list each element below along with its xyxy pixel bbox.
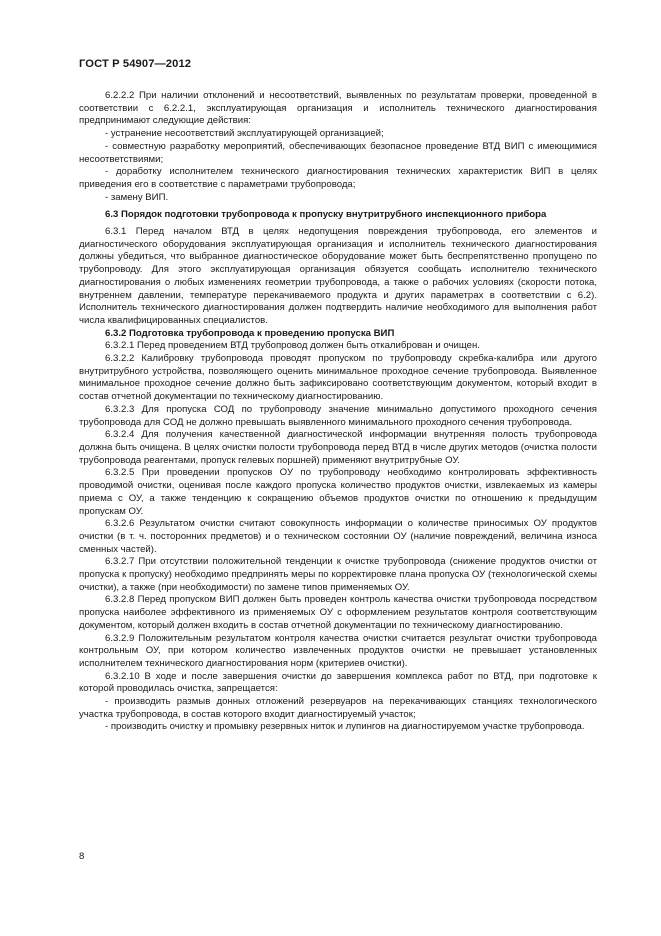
paragraph-6-3-2-4: 6.3.2.4 Для получения качественной диагностической информации внутренняя полость трубопровода должна быть очищена. В целях очистки полости трубопровода перед ВТД в числе других методов (очистка полости трубопровода реагентами, пропуск гелевых поршней) применяют внутритрубные ОУ. xyxy=(79,429,597,466)
paragraph-6-3-2-10: 6.3.2.10 В ходе и после завершения очистки до завершения комплекса работ по ВТД, при подготовке к которой проводилась очистка, запрещается: xyxy=(79,670,597,695)
list-item: - производить очистку и промывку резервных ниток и лупингов на диагностируемом участке трубопровода. xyxy=(105,721,585,733)
section-heading-6-3: 6.3 Порядок подготовки трубопровода к пропуску внутритрубного инспекционного прибора xyxy=(105,209,547,221)
subsection-heading-6-3-2: 6.3.2 Подготовка трубопровода к проведению пропуска ВИП xyxy=(105,327,395,339)
paragraph-6-2-2-2: 6.2.2.2 При наличии отклонений и несоответствий, выявленных по результатам проверки, проведенной в соответствии с 6.2.2.1, эксплуатирующая организация и исполнитель технического диагностирования предпринимают следующие действия: xyxy=(79,90,597,127)
paragraph-6-3-2-3: 6.3.2.3 Для пропуска СОД по трубопроводу значение минимально допустимого проходного сечения трубопровода для СОД не должно превышать выявленного минимального проходного сечения трубопровода. xyxy=(79,403,597,428)
paragraph-6-3-2-8: 6.3.2.8 Перед пропуском ВИП должен быть проведен контроль качества очистки трубопровода посредством пропуска наиболее эффективного из применяемых ОУ с оформлением результатов контроля соответствующим документом, который должен входить в состав отчетной документации по техническому диагностированию. xyxy=(79,594,597,631)
paragraph-6-3-1: 6.3.1 Перед началом ВТД в целях недопущения повреждения трубопровода, его элементов и диагностического оборудования эксплуатирующая организация и исполнитель технического диагностирования должны убедиться, что выбранное диагностическое оборудование может быть беспрепятственно пропущено по трубопроводу. Для этого эксплуатирующая организация обязуется сообщать исполнителю технического диагностирования о любых изменениях геометрии трубопровода, а также о рабочих условиях (скорости потока, внутреннем давлении, температуре перекачиваемого продукта и других параметрах в соответствии с 6.2). Исполнитель технического диагностирования должен подтвердить наличие необходимого для выполнения работ числа квалифицированных специалистов. xyxy=(79,226,597,326)
paragraph-6-3-2-1: 6.3.2.1 Перед проведением ВТД трубопровод должен быть откалиброван и очищен. xyxy=(105,340,480,352)
list-item: - замену ВИП. xyxy=(105,191,169,203)
document-header: ГОСТ Р 54907—2012 xyxy=(79,58,192,70)
document-body xyxy=(79,90,597,734)
paragraph-6-3-2-6: 6.3.2.6 Результатом очистки считают совокупность информации о количестве приносимых ОУ продуктов очистки (в т. ч. посторонних предметов) и о техническом состоянии ОУ (наличие повреждений, величина износа сменных частей). xyxy=(79,518,597,555)
list-item: - совместную разработку мероприятий, обеспечивающих безопасное проведение ВТД ВИП с имеющимися несоответствиями; xyxy=(79,140,597,165)
list-item: - производить размыв донных отложений резервуаров на перекачивающих станциях технологического участка трубопровода, в состав которого входит диагностируемый участок; xyxy=(79,696,597,720)
list-item: - доработку исполнителем технического диагностирования технических характеристик ВИП в целях приведения его в соответствие с параметрами трубопровода; xyxy=(79,166,597,190)
paragraph-6-3-2-9: 6.3.2.9 Положительным результатом контроля качества очистки считается результат очистки трубопровода контрольным ОУ, при котором количество извлеченных продуктов очистки не превышает установленных исполнителем технического диагностирования норм (критериев очистки). xyxy=(79,632,597,669)
paragraph-6-3-2-2: 6.3.2.2 Калибровку трубопровода проводят пропуском по трубопроводу скребка-калибра или другого внутритрубного устройства, позволяющего оценить минимальное проходное сечение трубопровода. Выявленное минимальное проходное сечение должно быть зафиксировано соответствующим документом, который входит в состав отчетной документации по техническому диагностированию. xyxy=(79,353,597,403)
paragraph-6-3-2-5: 6.3.2.5 При проведении пропусков ОУ по трубопроводу необходимо контролировать эффективность проводимой очистки, оценивая после каждого пропуска количество продуктов очистки, извлекаемых из камеры приема с ОУ, а также тенденцию к сокращению объемов продуктов очистки по отношению к предыдущим пропускам ОУ. xyxy=(79,467,597,517)
list-item: - устранение несоответствий эксплуатирующей организацией; xyxy=(105,128,384,140)
page-number: 8 xyxy=(79,851,85,862)
paragraph-6-3-2-7: 6.3.2.7 При отсутствии положительной тенденции к очистке трубопровода (снижение продуктов очистки от пропуска к пропуску) необходимо предпринять меры по корректировке плана пропуска ОУ (технологической схемы очистки), а также (при необходимости) по замене типов применяемых ОУ. xyxy=(79,556,597,593)
